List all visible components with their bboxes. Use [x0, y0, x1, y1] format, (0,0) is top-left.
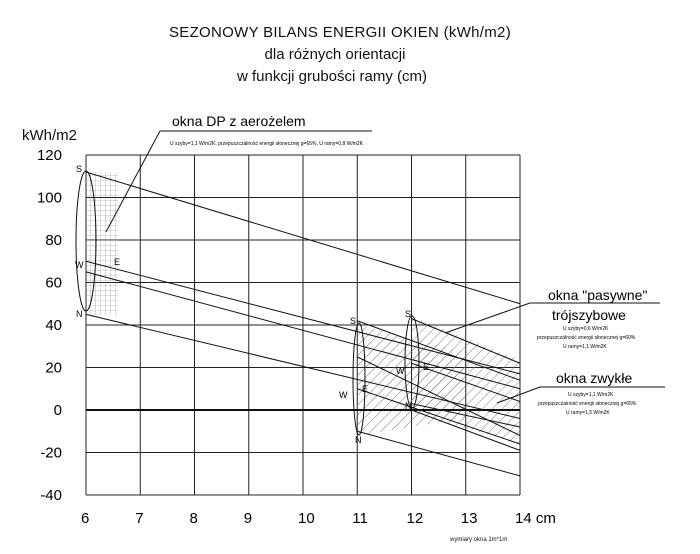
x-tick-label: 9	[243, 510, 253, 527]
y-tick-label: -40	[40, 487, 62, 504]
series-line-8	[357, 431, 520, 476]
passive-label-2: trójszybowe	[552, 307, 626, 323]
y-tick-label: 0	[53, 402, 62, 419]
chart-subtitle-2: w funkcji grubości ramy (cm)	[236, 68, 428, 85]
point-label: E	[114, 257, 121, 267]
chart-title: SEZONOWY BILANS ENERGII OKIEN (kWh/m2)	[168, 24, 511, 41]
x-tick-label: 12	[406, 510, 424, 527]
x-tick-label: 14 cm	[515, 510, 556, 527]
passive-label: okna "pasywne"	[548, 287, 648, 303]
point-label: E	[423, 362, 430, 372]
y-tick-label: 100	[36, 189, 62, 207]
passive-leader-line	[445, 303, 530, 333]
point-label: S	[405, 309, 412, 319]
passive-description-1: U szyby=0,6 W/m2K	[563, 326, 609, 332]
y-tick-label: 60	[45, 274, 62, 292]
y-tick-label: 20	[45, 359, 62, 377]
aerogel-description: U szyby=1,1 W/m2K, przepuszczalność energii słonecznej g=65%, U ramy=0,8 W/m2K	[170, 141, 363, 147]
x-tick-label: 13	[460, 510, 478, 527]
point-label: W	[339, 390, 348, 400]
point-label: W	[75, 260, 84, 270]
point-label: E	[362, 384, 369, 394]
x-tick-label: 6	[81, 510, 90, 527]
chart-subtitle-1: dla różnych orientacji	[264, 46, 406, 63]
grid-lines	[86, 155, 520, 495]
regular-description-3: U ramy=1,5 W/m2K	[566, 410, 610, 416]
y-tick-label: 120	[36, 147, 62, 164]
point-label: W	[396, 366, 405, 376]
footnote: wymiary okna 1m*1m	[450, 537, 508, 543]
point-label: S	[350, 316, 357, 326]
x-tick-label: 10	[298, 510, 315, 527]
point-label: N	[355, 435, 362, 445]
passive-description-2: przepuszczalność energii słonecznej g=60%	[537, 335, 636, 341]
x-tick-label: 11	[352, 510, 368, 527]
aerogel-shaded-region	[86, 172, 121, 315]
y-tick-label: 40	[45, 317, 62, 334]
regular-label: okna zwykłe	[556, 370, 633, 386]
y-tick-label: 80	[45, 232, 62, 249]
point-label: N	[76, 309, 83, 319]
x-tick-label: 7	[135, 510, 144, 527]
passive-description-3: U ramy=1,1 W/m2K	[563, 344, 607, 350]
regular-description-1: U szyby=1,1 W/m2K	[568, 392, 614, 398]
y-axis-label: kWh/m2	[22, 127, 78, 144]
point-label: S	[76, 164, 83, 174]
regular-description-2: przepuszczalność energii słonecznej g=65%	[538, 401, 637, 407]
x-tick-label: 8	[189, 510, 198, 527]
y-tick-label: -20	[40, 444, 62, 462]
point-label: N	[405, 401, 412, 411]
aerogel-label: okna DP z aerożelem	[172, 113, 306, 129]
